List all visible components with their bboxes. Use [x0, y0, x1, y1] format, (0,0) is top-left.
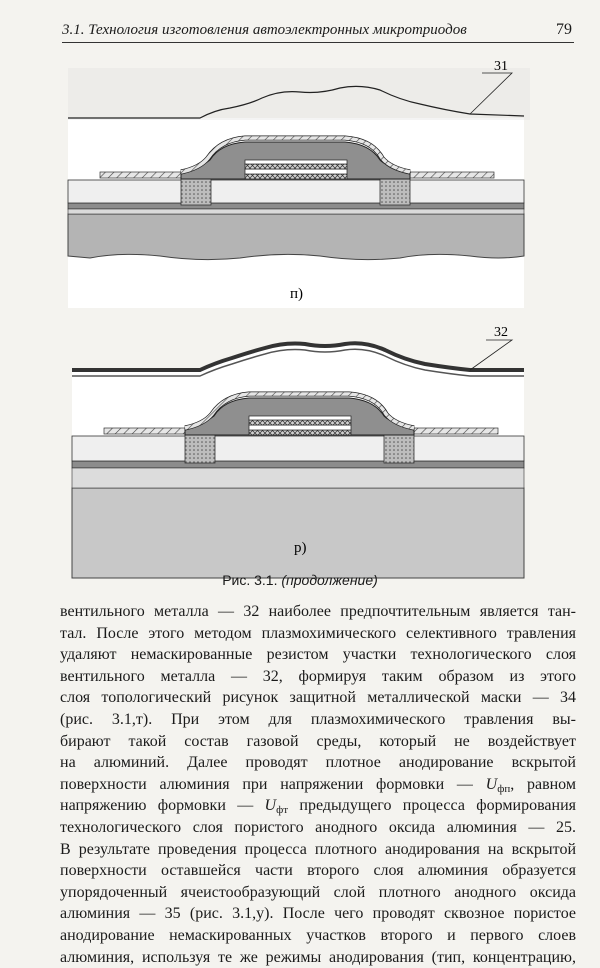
caption-main: Рис. 3.1.: [222, 572, 277, 588]
figure-caption: [0, 572, 600, 588]
bottom-metal-layer: [68, 203, 524, 209]
substrate-layer-r: [72, 488, 524, 578]
text-line-formula: напряжению формовки — $U_{фт}$ предыдущего процесса формирования: [60, 795, 576, 817]
text-line: В результате проведения процесса плотного анодирования на вскрытой: [60, 839, 576, 861]
text-line: анодирование немаскированных участков второго и первого слоев: [60, 925, 576, 947]
right-dotted-column-r: [384, 435, 414, 463]
text-line: вентильного металла — 32 наиболее предпочтительным является тан-: [60, 601, 576, 623]
left-dotted-column: [181, 179, 211, 205]
panel-label-p: п): [290, 286, 303, 302]
running-title: 3.1. Технология изготовления автоэлектронных микротриодов: [62, 22, 467, 39]
text-line: тал. После этого методом плазмохимического селективного травления: [60, 623, 576, 645]
insulator-layer: [68, 180, 524, 203]
panel-r: [72, 325, 524, 578]
text-line: технологического слоя пористого анодного оксида алюминия — 25.: [60, 817, 576, 839]
figure-3-1: [0, 48, 600, 596]
subscript-fp: фп: [497, 783, 510, 795]
text-line: алюминия — 35 (рис. 3.1,у). После чего проводят сквозное пористое: [60, 903, 576, 925]
electrode-stack: [245, 164, 347, 169]
text-line: вентильного металла — 32, формируя таким образом из этого: [60, 666, 576, 688]
cross-section-diagrams: [0, 48, 600, 596]
insulator-layer-r: [72, 436, 524, 461]
text-line: упорядоченный ячеистообразующий слой плотного анодного оксида: [60, 882, 576, 904]
bottom-metal-layer-r: [72, 461, 524, 468]
text-line: (рис. 3.1,т). При этом для плазмохимического травления вы-: [60, 709, 576, 731]
voltage-symbol: U: [265, 797, 277, 814]
page-number: 79: [556, 21, 572, 39]
panel-p: [68, 59, 530, 308]
electrode-stack-r: [249, 420, 351, 425]
subscript-ft: фт: [276, 804, 288, 816]
body-paragraph: [60, 601, 576, 968]
text-line: бирают такой состав газовой среды, который не воздействует: [60, 731, 576, 753]
panel-label-r: р): [294, 540, 307, 556]
callout-31: 31: [494, 59, 508, 74]
callout-32: 32: [494, 325, 508, 340]
text-line: удаляют немаскированные резистом участки технологического слоя: [60, 644, 576, 666]
callout-leader-32: [470, 340, 512, 370]
caption-continued: (продолжение): [281, 572, 377, 588]
right-dotted-column: [380, 179, 410, 205]
text-line-formula: поверхности алюминия при напряжении формовки — $U_{фп}$, равном: [60, 774, 576, 796]
running-header: [62, 20, 574, 43]
substrate-layer: [68, 214, 524, 260]
left-dotted-column-r: [185, 435, 215, 463]
voltage-symbol: U: [486, 776, 498, 793]
text-line: слоя топологический рисунок защитной металлической маски — 34: [60, 687, 576, 709]
text-line: алюминия, используя те же режимы анодирования (тип, концентрацию,: [60, 947, 576, 968]
text-line: поверхности оставшейся части второго слоя алюминия образуется: [60, 860, 576, 882]
text-line: на алюминий. Далее проводят плотное анодирование вскрытой: [60, 752, 576, 774]
